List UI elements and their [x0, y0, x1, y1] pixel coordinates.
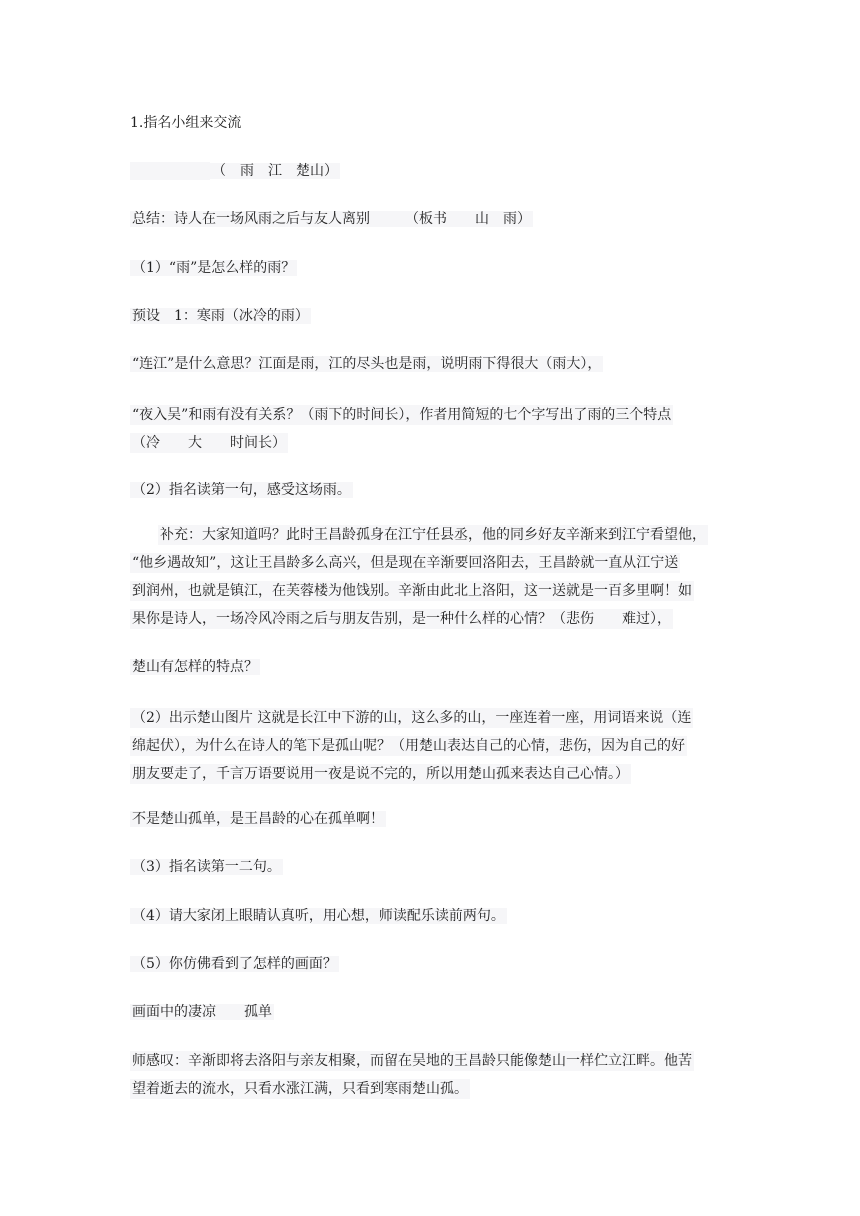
text-line: （4）请大家闭上眼睛认真听，用心想，师读配乐读前两句。: [132, 908, 505, 924]
text-line: （1）“雨”是怎么样的雨？: [132, 260, 296, 276]
listen-line: [130, 907, 507, 926]
teacher-sigh-paragraph: [130, 1047, 742, 1103]
text-line: 果你是诗人，一场冷风冷雨之后与朋友告别，是一种什么样的心情？（悲伤 难过），: [132, 611, 671, 627]
text-line: （3）指名读第一二句。: [132, 859, 281, 875]
scene-line: [130, 1003, 274, 1022]
text-line: “夜入吴”和雨有没有关系？（雨下的时间长），作者用简短的七个字写出了雨的三个特点: [132, 407, 672, 423]
question-rain: [130, 259, 297, 278]
lonely-heart-line: [130, 810, 386, 829]
text-line: 1.指名小组来交流: [130, 115, 242, 131]
text-line: 不是楚山孤单，是王昌龄的心在孤单啊！: [132, 811, 384, 827]
imagine-line: [130, 955, 339, 974]
text-line: （冷 大 时间长）: [132, 435, 286, 451]
keywords-line: [130, 162, 340, 181]
read-first-two: [130, 858, 283, 877]
text-line: （2）指名读第一句，感受这场雨。: [132, 482, 351, 498]
blank-highlight: [130, 162, 210, 180]
text-line: “连江”是什么意思？江面是雨，江的尽头也是雨，说明雨下得很大（雨大），: [132, 356, 602, 372]
lianjiang-line: [130, 355, 603, 374]
text-line: （ 雨 江 楚山）: [212, 163, 338, 179]
read-first-sentence: [130, 481, 353, 500]
summary-line: [130, 210, 533, 229]
supplement-paragraph: [130, 521, 742, 633]
text-line: 绵起伏），为什么在诗人的笔下是孤山呢？（用楚山表达自己的心情，悲伤，因为自己的好: [132, 738, 685, 754]
chushan-picture-paragraph: [130, 704, 742, 788]
text-line: 总结：诗人在一场风雨之后与友人离别 （板书 山 雨）: [132, 211, 531, 227]
text-line: 朋友要走了，千言万语要说用一夜是说不完的，所以用楚山孤来表达自己心情。）: [132, 766, 629, 782]
text-line: 楚山有怎样的特点？: [132, 659, 258, 675]
text-line: 到润州，也就是镇江，在芙蓉楼为他饯别。辛渐由此北上洛阳，这一送就是一百多里啊！如: [132, 583, 692, 599]
text-line: “他乡遇故知”，这让王昌龄多么高兴，但是现在辛渐要回洛阳去，王昌龄就一直从江宁送: [132, 555, 679, 571]
text-line: 望着逝去的流水，只看水涨江满，只看到寒雨楚山孤。: [132, 1081, 468, 1097]
text-line: 师感叹：辛渐即将去洛阳与亲友相聚，而留在吴地的王昌龄只能像楚山一样伫立江畔。他苦: [132, 1053, 692, 1069]
text-line: （2）出示楚山图片 这就是长江中下游的山，这么多的山，一座连着一座，用词语来说（连: [132, 710, 692, 726]
text-line: 画面中的凄凉 孤单: [132, 1004, 272, 1020]
text-line: （5）你仿佛看到了怎样的画面？: [132, 956, 337, 972]
heading-group-exchange: [130, 114, 241, 133]
text-line: 预设 1：寒雨（冰冷的雨）: [132, 308, 309, 324]
chushan-question: [130, 658, 260, 677]
preset-line: [130, 307, 311, 326]
yeruwu-paragraph: [130, 401, 742, 457]
text-line: 补充：大家知道吗？此时王昌龄孤身在江宁任县丞，他的同乡好友辛渐来到江宁看望他，: [160, 527, 706, 543]
